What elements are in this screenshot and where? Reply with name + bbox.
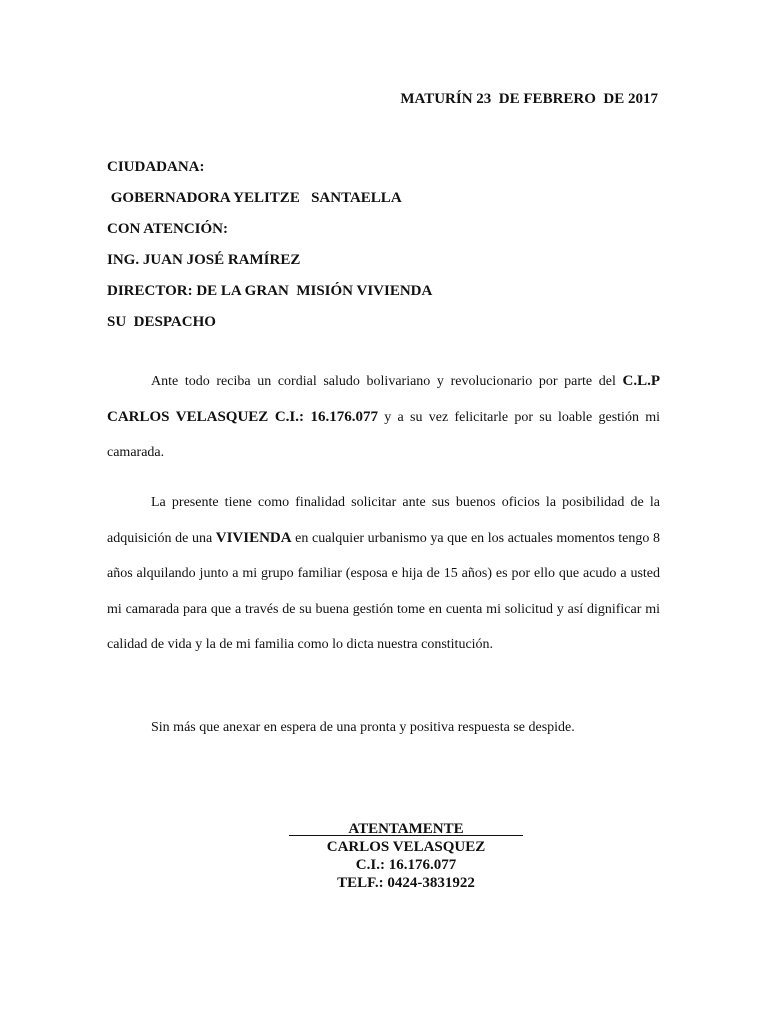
addressee-salutation: CIUDADANA:: [107, 159, 205, 175]
signature-block: [289, 820, 523, 892]
closing-text: Sin más que anexar en espera de una pronta y positiva respuesta se despide.: [151, 720, 575, 735]
attention-name: ING. JUAN JOSÉ RAMÍREZ: [107, 252, 301, 268]
paragraph-request: [107, 485, 660, 663]
housing-keyword: VIVIENDA: [215, 529, 292, 546]
paragraph-closing: [107, 710, 660, 746]
paragraph-greeting: [107, 364, 660, 471]
attention-title: DIRECTOR: DE LA GRAN MISIÓN VIVIENDA: [107, 283, 433, 299]
request-text-end: en cualquier urbanismo ya que en los actuales momentos tengo 8 años alquilando junto a mi grupo familiar (esposa e hija de 15 años) es por ello que acudo a usted mi camarada para que a través de su buena gestión tome en cuenta mi solicitud y así dignificar mi calidad de vida y la de mi familia como lo dicta nuestra constitución.: [107, 530, 660, 652]
addressee-governor: GOBERNADORA YELITZE SANTAELLA: [107, 190, 402, 206]
addressee-block: [107, 152, 432, 338]
attention-label: CON ATENCIÓN:: [107, 221, 228, 237]
signature-name: CARLOS VELASQUEZ: [326, 839, 486, 855]
letter-date: MATURÍN 23 DE FEBRERO DE 2017: [400, 91, 658, 107]
addressee-office: SU DESPACHO: [107, 314, 216, 330]
sender-id: C.L.P CARLOS VELASQUEZ C.I.: 16.176.077: [107, 373, 660, 425]
signature-closing: ATENTAMENTE: [348, 821, 464, 837]
greeting-text-end: y a su vez felicitarle por su loable gestión mi camarada.: [107, 409, 660, 460]
request-text: La presente tiene como finalidad solicitar ante sus buenos oficios la posibilidad de la adquisición de una: [107, 495, 660, 546]
signature-ci: C.I.: 16.176.077: [355, 857, 457, 873]
signature-phone: TELF.: 0424-3831922: [337, 875, 475, 891]
greeting-text: Ante todo reciba un cordial saludo bolivariano y revolucionario por parte del: [151, 374, 623, 389]
